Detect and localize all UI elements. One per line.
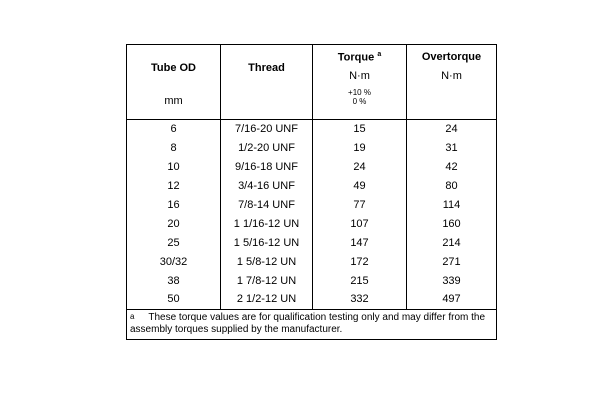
header-tube-od-label: Tube OD [150,62,196,74]
table-row [127,196,497,215]
cell-thread: 7/8-14 UNF [221,196,313,215]
table-row [127,234,497,253]
table-row [127,158,497,177]
cell-thread: 1 5/8-12 UN [221,253,313,272]
cell-thread: 9/16-18 UNF [221,158,313,177]
cell-torque: 147 [313,234,407,253]
cell-thread: 2 1/2-12 UN [221,291,313,310]
cell-tube-od: 30/32 [127,253,221,272]
footnote-mark: a [130,312,135,321]
cell-overtorque: 42 [407,158,497,177]
cell-torque: 332 [313,291,407,310]
cell-overtorque: 160 [407,215,497,234]
cell-overtorque: 80 [407,177,497,196]
header-torque-label [313,51,406,64]
header-torque [313,45,407,120]
header-thread-label: Thread [248,62,285,74]
torque-table [126,44,497,340]
cell-tube-od: 16 [127,196,221,215]
cell-overtorque: 114 [407,196,497,215]
cell-tube-od: 10 [127,158,221,177]
cell-thread: 7/16-20 UNF [221,120,313,139]
header-overtorque-unit: N·m [441,69,462,82]
cell-overtorque: 24 [407,120,497,139]
table-row [127,139,497,158]
cell-thread: 1/2-20 UNF [221,139,313,158]
cell-torque: 172 [313,253,407,272]
cell-thread: 1 5/16-12 UN [221,234,313,253]
header-overtorque [407,45,497,120]
table-row [127,272,497,291]
torque-tolerance-minus: 0 % [352,97,367,107]
header-tube-od-unit: mm [164,94,183,107]
header-row [127,45,497,120]
cell-overtorque: 339 [407,272,497,291]
header-thread [221,45,313,120]
cell-torque: 19 [313,139,407,158]
cell-tube-od: 50 [127,291,221,310]
cell-overtorque: 214 [407,234,497,253]
header-tube-od [127,45,221,120]
cell-torque: 77 [313,196,407,215]
cell-torque: 24 [313,158,407,177]
cell-tube-od: 25 [127,234,221,253]
cell-overtorque: 31 [407,139,497,158]
cell-torque: 107 [313,215,407,234]
header-overtorque-label: Overtorque [421,51,482,63]
table-row [127,253,497,272]
table-row [127,291,497,310]
cell-tube-od: 6 [127,120,221,139]
cell-thread: 1 1/16-12 UN [221,215,313,234]
torque-tolerance-plus: +10 % [348,87,371,97]
footnote-text: These torque values are for qualification testing only and may differ from the assembly torques supplied by the manufacturer. [130,312,486,335]
cell-tube-od: 8 [127,139,221,158]
cell-thread: 3/4-16 UNF [221,177,313,196]
cell-torque: 49 [313,177,407,196]
cell-overtorque: 497 [407,291,497,310]
cell-tube-od: 38 [127,272,221,291]
footnote-row [127,310,497,340]
cell-thread: 1 7/8-12 UN [221,272,313,291]
header-torque-unit: N·m [349,70,370,83]
cell-overtorque: 271 [407,253,497,272]
cell-torque: 15 [313,120,407,139]
table-row [127,177,497,196]
table-row [127,120,497,139]
torque-footnote-mark: a [377,51,382,58]
cell-tube-od: 20 [127,215,221,234]
cell-tube-od: 12 [127,177,221,196]
footnote-cell [127,310,497,340]
cell-torque: 215 [313,272,407,291]
table-row [127,215,497,234]
header-torque-text: Torque [337,51,375,64]
table-body [127,120,497,310]
